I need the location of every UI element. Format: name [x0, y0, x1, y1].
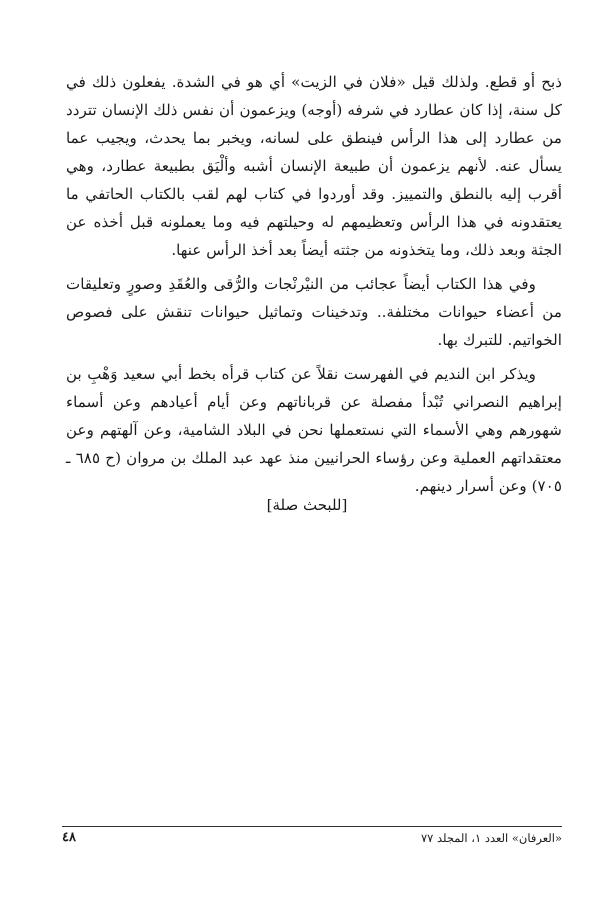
to-be-continued-note: [للبحث صلة] — [266, 496, 348, 514]
article-body — [66, 68, 562, 500]
footer-divider — [62, 826, 562, 827]
page-number: ٤٨ — [62, 830, 76, 845]
paragraph-2: وفي هذا الكتاب أيضاً عجائب من النيْرنْجات والرُّقى والعُقَدِ وصورٍ وتعليقات من أعضاء حيوانات مختلفة.. وتدخينات وتماثيل حيوانات تنقش على فصوص الخواتيم. للتبرك بها. — [66, 275, 562, 349]
paragraph-1: ذبح أو قطع. ولذلك قيل «فلان في الزيت» أي هو في الشدة. يفعلون ذلك في كل سنة، إذا كان عطارد في شرفه (أوجه) ويزعمون أن نفس ذلك الإنسان تتردد من عطارد إلى هذا الرأس فينطق على لسانه، ويخبر بما يحدث، ويجيب عما يسأل عنه. لأنهم يزعمون أن طبيعة الإنسان أشبه وألْيَق بطبيعة عطارد، وهي أقرب إليه بالنطق والتمييز. وقد أوردوا في كتاب لهم لقب بالكتاب الحاتفي ما يعتقدونه في هذا الرأس وتعظيمهم له وحيلتهم فيه وما يعملونه قبل أخذه عن الجثة وبعد ذلك، وما يتخذونه من جثته أيضاً بعد أخذ الرأس عنها. — [66, 73, 562, 259]
running-footer-journal: «العرفان» العدد ١، المجلد ٧٧ — [420, 831, 562, 845]
paragraph-3: ويذكر ابن النديم في الفهرست نقلاً عن كتاب قرأه بخط أبي سعيد وَهْبِ بن إبراهيم النصراني تُبْدأ مفصلة عن قرباناتهم وعن أيام أعيادهم وعن أسماء شهورهم وهي الأسماء التي نستعملها نحن في البلاد الشامية، وعن آلهتهم وعن معتقداتهم العملية وعن رؤساء الحرانيين منذ عهد عبد الملك بن مروان (ح ٦٨٥ ـ ٧٠٥) وعن أسرار دينهم. — [66, 365, 562, 495]
